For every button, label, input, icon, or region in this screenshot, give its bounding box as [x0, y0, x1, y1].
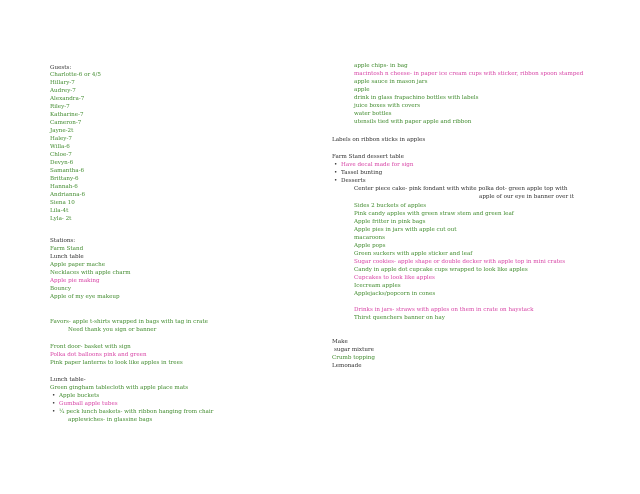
guest-item: Andrianna-6: [50, 192, 86, 198]
dessert-item: Candy in apple dot cupcake cups wrapped to look like apples: [354, 267, 528, 273]
thirst-quenchers-line: Thirst quenchers banner on hay: [354, 315, 445, 321]
dessert-item: Apple pies in jars with apple cut out: [354, 227, 457, 233]
favors-sign-line: Need thank you sign or banner: [68, 327, 157, 333]
guest-item: Siena 10: [50, 200, 75, 206]
guest-item: Cameron-7: [50, 120, 82, 126]
lunch-bullet-item: • ¼ peck lunch baskets- with ribbon hanging from chair: [59, 409, 213, 415]
guest-item: Hannah-6: [50, 184, 78, 190]
guest-item: Willa-6: [50, 144, 70, 150]
gingham-line: Green gingham tablecloth with apple place mats: [50, 385, 189, 391]
guest-item: Samantha-6: [50, 168, 85, 174]
dessert-item: Cupcakes to look like apples: [354, 275, 435, 281]
guest-item: Haley-7: [50, 136, 72, 142]
make-item: Crumb topping: [332, 355, 375, 361]
station-item: Farm Stand: [50, 246, 84, 252]
station-item: Apple paper mache: [50, 262, 106, 268]
farm-bullet-item: • Have decal made for sign: [341, 162, 413, 168]
guest-item: Devyn-6: [50, 160, 74, 166]
lunch-item: water bottles: [354, 111, 392, 117]
dessert-item: Icecream apples: [354, 283, 401, 289]
guest-item: Lyla- 2t: [50, 216, 72, 222]
right-column: [320, 0, 640, 494]
dessert-item: Pink candy apples with green straw stem and green leaf: [354, 211, 514, 217]
station-item: Lunch table: [50, 254, 84, 260]
guest-item: Alexandra-7: [50, 96, 85, 102]
guest-item: Audrey-7: [50, 88, 76, 94]
guest-item: Chloe-7: [50, 152, 72, 158]
lunch-heading: Lunch table-: [50, 377, 86, 383]
dessert-item: Apple pops: [354, 243, 386, 249]
station-item: Necklaces with apple charm: [50, 270, 131, 276]
farm-bullet-item: • Desserts: [341, 178, 366, 184]
lunch-item: apple chips- in bag: [354, 63, 408, 69]
guest-item: Riley-7: [50, 104, 70, 110]
guest-item: Katharine-7: [50, 112, 84, 118]
station-item: Apple pie making: [50, 278, 100, 284]
make-heading: Make: [332, 339, 348, 345]
guest-item: Charlotte-6 or 4/5: [50, 72, 101, 78]
guest-item: Brittany-6: [50, 176, 79, 182]
guest-item: Lila-4t: [50, 208, 69, 214]
stations-heading: Stations:: [50, 238, 76, 244]
drinks-jars-line: Drinks in jars- straws with apples on them in crate on haystack: [354, 307, 534, 313]
make-item: sugar mixture: [334, 347, 374, 353]
lunch-bullet-item: • Gumball apple tubes: [59, 401, 118, 407]
lanterns-line: Pink paper lanterns to look like apples in trees: [50, 360, 183, 366]
labels-ribbon-line: Labels on ribbon sticks in apples: [332, 137, 426, 143]
lunch-item: macintosh n cheese- in paper ice cream cups with sticker, ribbon spoon stamped: [354, 71, 584, 77]
lunch-item: drink in glass frapachino bottles with labels: [354, 95, 479, 101]
station-item: Apple of my eye makeup: [50, 294, 120, 300]
front-door-line: Front door- basket with sign: [50, 344, 131, 350]
balloons-line: Polka dot balloons pink and green: [50, 352, 147, 358]
favors-line: Favors- apple t-shirts wrapped in bags with tag in crate: [50, 319, 208, 325]
center-cake-line-2: apple of our eye in banner over it: [479, 194, 574, 200]
lunch-item: apple sauce in mason jars: [354, 79, 428, 85]
lunch-item: juice boxes with covers: [354, 103, 421, 109]
applewiches-line: applewiches- in glassine bags: [68, 417, 153, 423]
farm-bullet-item: • Tassel bunting: [341, 170, 382, 176]
dessert-item: Applejacks/popcorn in cones: [354, 291, 436, 297]
guest-item: Jayne-2t: [50, 128, 74, 134]
dessert-item: macaroons: [354, 235, 385, 241]
farm-stand-heading: Farm Stand dessert table: [332, 154, 404, 160]
dessert-item: Sides 2 buckets of apples: [354, 203, 427, 209]
guests-heading: Guests:: [50, 65, 72, 71]
guest-item: Hillary-7: [50, 80, 75, 86]
dessert-item: Sugar cookies- apple shape or double decker with apple top in mini crates: [354, 259, 566, 265]
center-cake-line: Center piece cake- pink fondant with white polka dot- green apple top with: [354, 186, 568, 192]
lunch-bullet-item: • Apple buckets: [59, 393, 99, 399]
station-item: Bouncy: [50, 286, 71, 292]
lunch-item: utensils tied with paper apple and ribbon: [354, 119, 472, 125]
dessert-item: Apple fritter in pink bags: [354, 219, 426, 225]
lunch-item: apple: [354, 87, 370, 93]
make-item: Lemonade: [332, 363, 362, 369]
dessert-item: Green suckers with apple sticker and leaf: [354, 251, 473, 257]
